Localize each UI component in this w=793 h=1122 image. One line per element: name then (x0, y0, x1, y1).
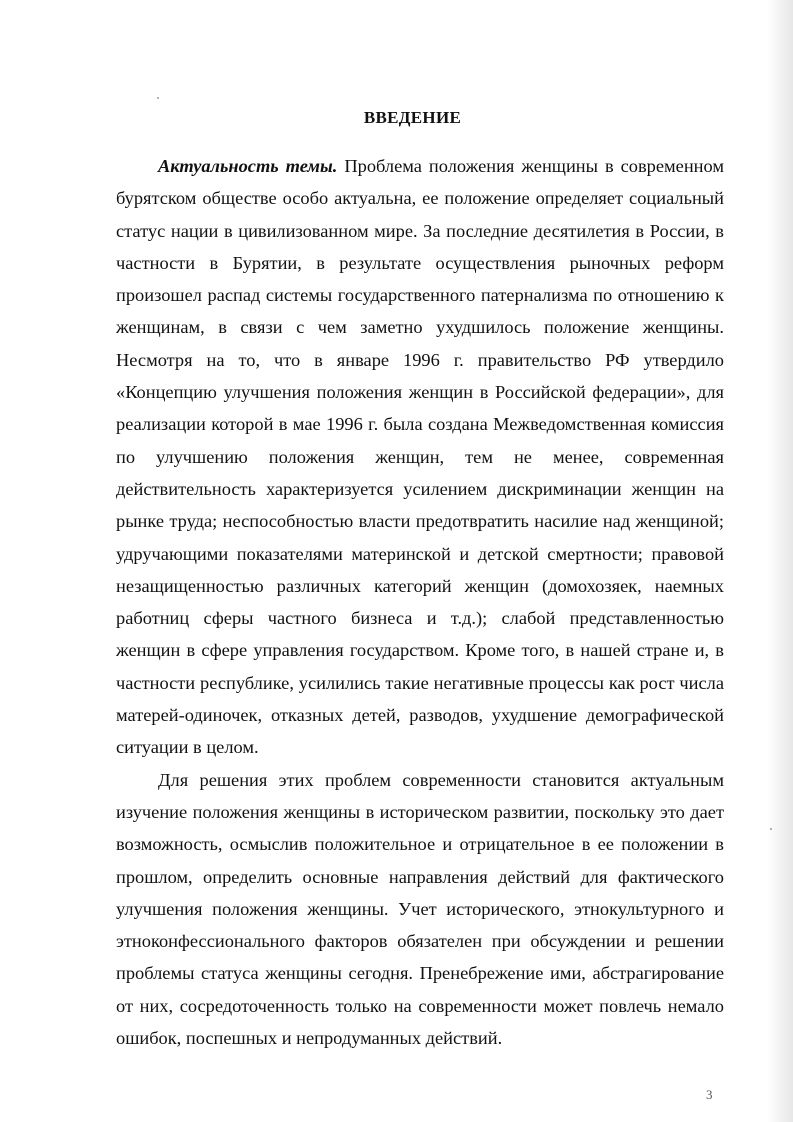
scan-speck (770, 828, 772, 830)
scan-speck (157, 97, 159, 99)
paragraph-solutions (116, 764, 724, 1055)
paragraph-text: Для решения этих проблем современности становится актуальным изучение положения женщины в историческом развитии, поскольку это дает возможность, осмыслив положительное и отрицательное в ее положении в прошлом, определить основные направления действий для фактического улучшения положения женщины. Учет исторического, этнокультурного и этноконфессионального факторов обязателен при обсуждении и решении проблемы статуса женщины сегодня. Пренебрежение ими, абстрагирование от них, сосредоточенность только на современности может повлечь немало ошибок, поспешных и непродуманных действий. (116, 769, 724, 1049)
page-edge-shadow (767, 0, 793, 1122)
paragraph-relevance (116, 150, 724, 764)
paragraph-lead: Актуальность темы. (158, 156, 338, 176)
page-title: ВВЕДЕНИЕ (363, 108, 462, 127)
body-text (116, 150, 724, 1054)
page-number: 3 (706, 1087, 713, 1102)
paragraph-text: Проблема положения женщины в современном бурятском обществе особо актуальна, ее положение определяет социальный статус нации в цивилизованном мире. За последние десятилетия в России, в частности в Бурятии, в результате осуществления рыночных реформ произошел распад системы государственного патернализма по отношению к женщинам, в связи с чем заметно ухудшилось положение женщины. Несмотря на то, что в январе 1996 г. правительство РФ утвердило «Концепцию улучшения положения женщин в Российской федерации», для реализации которой в мае 1996 г. была создана Межведомственная комиссия по улучшению положения женщин, тем не менее, современная действительность характеризуется усилением дискриминации женщин на рынке труда; неспособностью власти предотвратить насилие над женщиной; удручающими показателями материнской и детской смертности; правовой незащищенностью различных категорий женщин (домохозяек, наемных работниц сферы частного бизнеса и т.д.); слабой представленностью женщин в сфере управления государством. Кроме того, в нашей стране и, в частности республике, усилились такие негативные процессы как рост числа матерей-одиночек, отказных детей, разводов, ухудшение демографической ситуации в целом. (116, 156, 724, 758)
